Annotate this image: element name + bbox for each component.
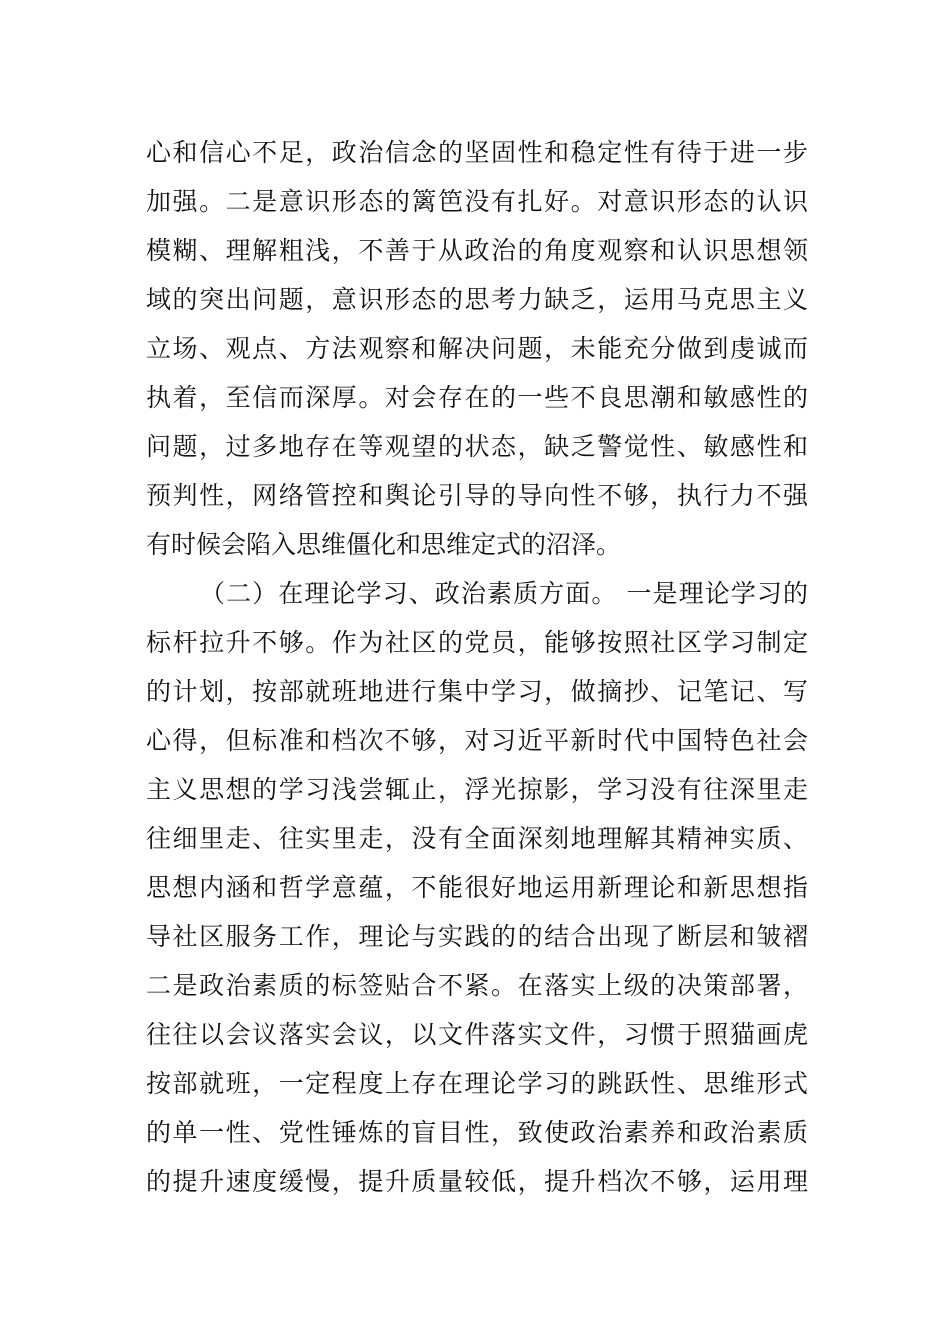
text-line: 加强。二是意识形态的篱笆没有扎好。对意识形态的认识 xyxy=(146,187,808,216)
text-line: 标杆拉升不够。作为社区的党员，能够按照社区学习制定 xyxy=(146,628,808,657)
text-line: 心得，但标准和档次不够，对习近平新时代中国特色社会 xyxy=(146,726,808,755)
section-heading-line: （二）在理论学习、政治素质方面。 一是理论学习的 xyxy=(200,579,808,608)
text-line: 心和信心不足，政治信念的坚固性和稳定性有待于进一步 xyxy=(146,138,808,167)
text-line: 二是政治素质的标签贴合不紧。在落实上级的决策部署， xyxy=(146,971,808,1000)
text-line: 思想内涵和哲学意蕴，不能很好地运用新理论和新思想指 xyxy=(146,873,808,902)
text-line: 主义思想的学习浅尝辄止，浮光掠影，学习没有往深里走 xyxy=(146,775,808,804)
text-line: 按部就班，一定程度上存在理论学习的跳跃性、思维形式 xyxy=(146,1069,808,1098)
text-line: 往细里走、往实里走，没有全面深刻地理解其精神实质、 xyxy=(146,824,808,853)
text-line: 预判性，网络管控和舆论引导的导向性不够，执行力不强 xyxy=(146,481,808,510)
text-line: 的提升速度缓慢，提升质量较低，提升档次不够，运用理 xyxy=(146,1167,808,1196)
paragraph-end-line: 有时候会陷入思维僵化和思维定式的沼泽。 xyxy=(146,530,622,559)
text-line: 的单一性、党性锤炼的盲目性，致使政治素养和政治素质 xyxy=(146,1118,808,1147)
text-line: 域的突出问题，意识形态的思考力缺乏，运用马克思主义 xyxy=(146,285,808,314)
text-line: 导社区服务工作，理论与实践的的结合出现了断层和皱褶 xyxy=(146,922,808,951)
text-line: 问题，过多地存在等观望的状态，缺乏警觉性、敏感性和 xyxy=(146,432,808,461)
text-line: 往往以会议落实会议，以文件落实文件，习惯于照猫画虎 xyxy=(146,1020,808,1049)
text-line: 的计划，按部就班地进行集中学习，做摘抄、记笔记、写 xyxy=(146,677,808,706)
text-line: 模糊、理解粗浅，不善于从政治的角度观察和认识思想领 xyxy=(146,236,808,265)
body-text xyxy=(146,128,808,1206)
text-line: 立场、观点、方法观察和解决问题，未能充分做到虔诚而 xyxy=(146,334,808,363)
text-line: 执着，至信而深厚。对会存在的一些不良思潮和敏感性的 xyxy=(146,383,808,412)
